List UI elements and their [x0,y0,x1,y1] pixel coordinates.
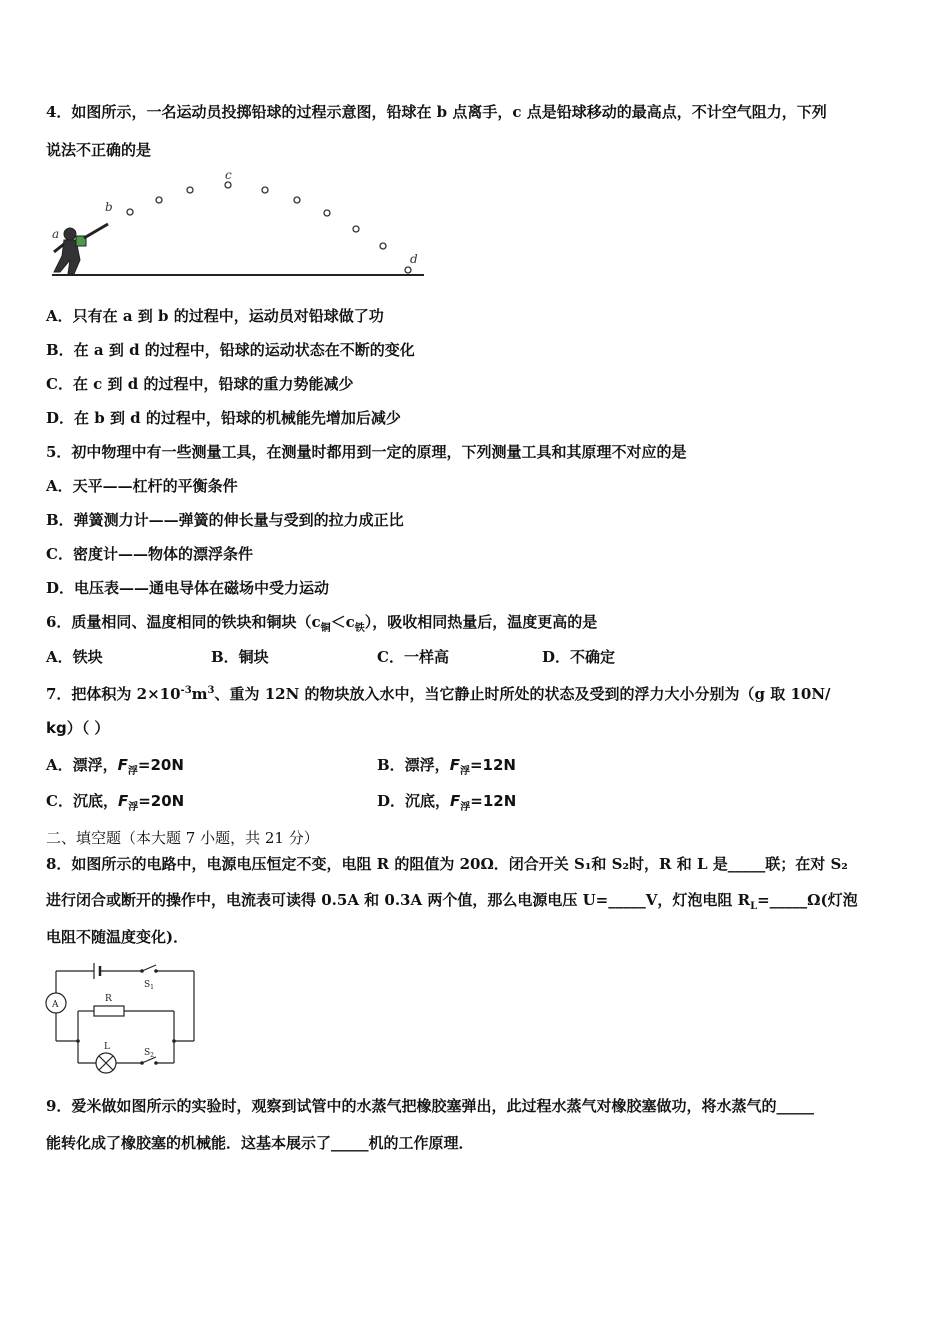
q7-b-prefix: B．漂浮， [377,756,450,774]
shot-put-figure [46,168,436,280]
q8-line2-text: 进行闭合或断开的操作中，电流表可读得 0.5A 和 0.3A 两个值，那么电源电压 U=_____V，灯泡电阻 R [46,891,751,909]
q7-exp1: -3 [180,685,192,696]
q7-d-sub: 浮 [460,802,471,813]
q4-option-d: D．在 b 到 d 的过程中，铅球的机械能先增加后减少 [46,409,401,427]
q7-stem-line2: kg）（ ） [46,719,110,737]
circuit-diagram [44,963,204,1081]
ball [127,209,133,215]
q5-option-d: D．电压表——通电导体在磁场中受力运动 [46,579,330,597]
q8-stem-line2 [46,890,858,917]
ammeter-label: A [52,1000,59,1010]
q8-stem-line1: 8．如图所示的电路中，电源电压恒定不变，电阻 R 的阻值为 20Ω．闭合开关 S₁和 S₂时，R 和 L 是_____联；在对 S₂ [46,855,848,873]
ball-c [225,182,231,188]
q7-a-f: F [117,756,128,774]
ball [187,187,193,193]
q6-option-b: B．铜块 [211,648,269,666]
q7-exp2: 3 [207,685,215,696]
q7-b-val: =12N [469,756,516,774]
q6-option-a: A．铁块 [46,648,103,666]
q5-stem: 5．初中物理中有一些测量工具，在测量时都用到一定的原理，下列测量工具和其原理不对应的是 [46,443,687,461]
q6-stem [46,612,597,639]
q4-option-c: C．在 c 到 d 的过程中，铅球的重力势能减少 [46,375,354,393]
switch-s1-label: $S_1$ [144,980,154,991]
q6-option-d: D．不确定 [542,648,616,666]
q7-suffix: 、重为 12N 的物块放入水中，当它静止时所处的状态及受到的浮力大小分别为（g 取 10N/ [214,685,831,703]
q7-b-f: F [449,756,460,774]
ball [262,187,268,193]
q5-option-a: A．天平——杠杆的平衡条件 [46,477,238,495]
q7-d-f: F [450,792,461,810]
q8-stem-line3: 电阻不随温度变化)． [46,928,189,946]
ball [380,243,386,249]
q7-c-prefix: C．沉底， [46,792,118,810]
q4-stem-line1: 4．如图所示，一名运动员投掷铅球的过程示意图，铅球在 b 点离手，c 点是铅球移动的最高点，不计空气阻力，下列 [46,103,827,121]
q8-line2-end: =_____Ω(灯泡 [757,891,858,909]
q7-c-sub: 浮 [128,802,139,813]
q7-a-val: =20N [137,756,184,774]
ball [353,226,359,232]
q7-b-sub: 浮 [459,766,470,777]
q4-option-a: A．只有在 a 到 b 的过程中，运动员对铅球做了功 [46,307,384,325]
ball [294,197,300,203]
q9-stem-line2: 能转化成了橡胶塞的机械能．这基本展示了_____机的工作原理． [46,1134,474,1152]
lamp-label: L [104,1042,110,1052]
q6-stem-prefix: 6．质量相同、温度相同的铁块和铜块（c [46,613,321,631]
q6-sub-copper: 铜 [320,623,331,634]
switch-s2-label: $S_2$ [144,1048,154,1059]
q4-stem-line2: 说法不正确的是 [46,141,152,159]
q7-d-prefix: D．沉底， [377,792,451,810]
label-b: b [105,200,113,214]
q7-option-d [377,791,516,818]
trajectory-balls [127,182,411,273]
q6-stem-mid: ＜c [330,613,355,631]
ball [324,210,330,216]
q7-c-val: =20N [138,792,185,810]
q7-prefix: 7．把体积为 2×10 [46,685,181,703]
resistor-label: R [105,994,112,1004]
q7-unit: m [191,685,208,703]
q7-option-c [46,791,184,818]
section-heading: 二、填空题（本大题 7 小题，共 21 分） [46,829,319,847]
athlete-figure [54,224,108,274]
q6-sub-iron: 铁 [354,623,365,634]
q9-stem-line1: 9．爱米做如图所示的实验时，观察到试管中的水蒸气把橡胶塞弹出，此过程水蒸气对橡胶塞做功，将水蒸气的_____ [46,1097,814,1115]
label-d: d [410,252,418,266]
q5-option-c: C．密度计——物体的漂浮条件 [46,545,253,563]
q5-option-b: B．弹簧测力计——弹簧的伸长量与受到的拉力成正比 [46,511,404,529]
label-c: c [225,168,232,182]
q7-stem-line1 [46,681,831,704]
q7-a-sub: 浮 [127,766,138,777]
ball [156,197,162,203]
ball-d [405,267,411,273]
label-a: a [52,227,60,241]
q7-option-b [377,755,516,782]
q7-a-prefix: A．漂浮， [46,756,118,774]
q8-line2-sub: L [750,901,758,912]
q6-stem-suffix: ），吸收相同热量后，温度更高的是 [364,613,598,631]
q7-d-val: =12N [470,792,517,810]
q7-option-a [46,755,184,782]
resistor-r [94,1006,124,1016]
q6-option-c: C．一样高 [377,648,449,666]
switch-s1-blade [142,965,156,971]
q7-c-f: F [117,792,129,810]
q4-option-b: B．在 a 到 d 的过程中，铅球的运动状态在不断的变化 [46,341,415,359]
